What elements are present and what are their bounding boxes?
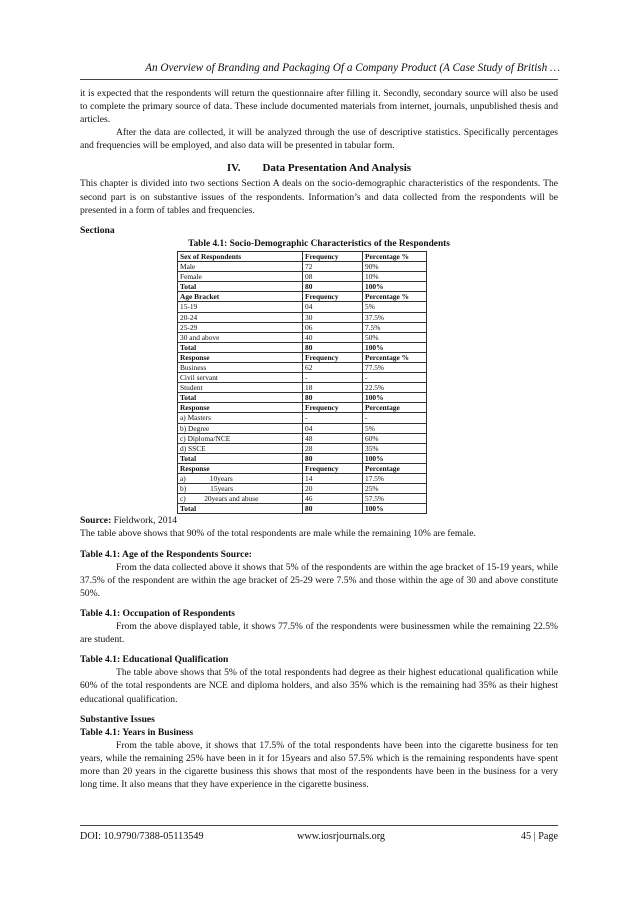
footer-journal-url[interactable]: www.iosrjournals.org xyxy=(297,831,386,842)
table-cell: 5% xyxy=(363,423,427,433)
table-cell: 30 xyxy=(303,312,363,322)
table-cell: - xyxy=(363,373,427,383)
table-cell: 57.5% xyxy=(363,494,427,504)
table-cell: Business xyxy=(178,362,303,372)
table-row xyxy=(178,463,427,473)
table-row xyxy=(178,251,427,261)
table-cell: Frequency xyxy=(303,251,363,261)
table-row xyxy=(178,484,427,494)
table-cell: Frequency xyxy=(303,292,363,302)
table-cell: 100% xyxy=(363,342,427,352)
table-row xyxy=(178,322,427,332)
footer-rule xyxy=(80,825,558,826)
table-cell: Response xyxy=(178,403,303,413)
table-cell: 30 and above xyxy=(178,332,303,342)
table-cell: Frequency xyxy=(303,463,363,473)
table-summary-paragraph: The table above shows that 90% of the total respondents are male while the remaining 10% are female. xyxy=(80,528,476,540)
footer-page-number: 45 | Page xyxy=(520,831,558,842)
table-cell: 62 xyxy=(303,362,363,372)
table-cell: 08 xyxy=(303,272,363,282)
table-cell: 80 xyxy=(303,504,363,514)
page-body xyxy=(80,87,558,791)
table-row xyxy=(178,312,427,322)
table-cell: - xyxy=(303,373,363,383)
table-cell: Total xyxy=(178,342,303,352)
table-cell: 72 xyxy=(303,262,363,272)
table-cell: 35% xyxy=(363,443,427,453)
occupation-paragraph: From the above displayed table, it shows 77.5% of the respondents were businessmen while the remaining 22.5% are student. xyxy=(80,621,558,646)
table-cell: Male xyxy=(178,262,303,272)
table-source-line xyxy=(80,514,558,527)
table-cell: 25-29 xyxy=(178,322,303,332)
table-cell: Total xyxy=(178,282,303,292)
table-cell: 04 xyxy=(303,423,363,433)
table-cell: Percentage % xyxy=(363,352,427,362)
table-row xyxy=(178,474,427,484)
table-cell: 40 xyxy=(303,332,363,342)
table-row xyxy=(178,362,427,372)
section-intro-paragraph: This chapter is divided into two sections Section A deals on the socio-demographic characteristics of the respondents. The second part is on substantive issues of the respondents. Information’s and data collected from the respondents will be presented in a form of tables and frequencies. xyxy=(80,178,558,216)
table-cell: 15-19 xyxy=(178,302,303,312)
table-row xyxy=(178,282,427,292)
table-cell: 80 xyxy=(303,393,363,403)
table-cell: 46 xyxy=(303,494,363,504)
table-row xyxy=(178,393,427,403)
table-cell: c) 20years and abuse xyxy=(178,494,303,504)
table-cell: Percentage % xyxy=(363,292,427,302)
intro-paragraph-2: After the data are collected, it will be analyzed through the use of descriptive statistics. Specifically percentages and frequencies will be employed, and also data will be presented in tabular form. xyxy=(80,127,558,152)
table-cell: d) SSCE xyxy=(178,443,303,453)
table-cell: b) Degree xyxy=(178,423,303,433)
table-cell: Age Bracket xyxy=(178,292,303,302)
table-cell: Total xyxy=(178,453,303,463)
table-cell: b) 15years xyxy=(178,484,303,494)
table-cell: 22.5% xyxy=(363,383,427,393)
table-cell: 10% xyxy=(363,272,427,282)
table-cell: 5% xyxy=(363,302,427,312)
running-header-title: An Overview of Branding and Packaging Of a Company Product (A Case Study of British … xyxy=(145,62,560,74)
table-cell: 7.5% xyxy=(363,322,427,332)
table-cell: 80 xyxy=(303,342,363,352)
table-cell: 18 xyxy=(303,383,363,393)
table-row xyxy=(178,443,427,453)
substantive-heading: Substantive Issues xyxy=(80,713,155,725)
table-row xyxy=(178,292,427,302)
section-heading: IV. Data Presentation And Analysis xyxy=(226,162,412,175)
table-cell: 06 xyxy=(303,322,363,332)
table-row xyxy=(178,504,427,514)
demographics-table xyxy=(177,251,427,514)
table-cell: 100% xyxy=(363,504,427,514)
table-cell: Total xyxy=(178,504,303,514)
table-row xyxy=(178,373,427,383)
source-text: Fieldwork, 2014 xyxy=(111,515,178,527)
table-row xyxy=(178,433,427,443)
table-cell: 28 xyxy=(303,443,363,453)
table-row xyxy=(178,332,427,342)
occupation-heading: Table 4.1: Occupation of Respondents xyxy=(80,607,236,619)
table-row xyxy=(178,423,427,433)
education-paragraph: The table above shows that 5% of the total respondents had degree as their highest educational qualification while 60% of the total respondents are NCE and diploma holders, and also 35% which is the remaining had 35% as their highest educational qualification. xyxy=(80,667,558,705)
table-cell: Percentage xyxy=(363,403,427,413)
table-cell: 20-24 xyxy=(178,312,303,322)
source-label: Source: xyxy=(80,515,112,527)
table-cell: a) Masters xyxy=(178,413,303,423)
table-cell: 80 xyxy=(303,282,363,292)
table-cell: 60% xyxy=(363,433,427,443)
demographics-table-body xyxy=(178,251,427,513)
table-row xyxy=(178,413,427,423)
table-cell: 50% xyxy=(363,332,427,342)
table-row xyxy=(178,494,427,504)
table-cell: Percentage % xyxy=(363,251,427,261)
years-in-business-heading: Table 4.1: Years in Business xyxy=(80,726,194,738)
table-row xyxy=(178,302,427,312)
table-cell: 100% xyxy=(363,393,427,403)
table-caption: Table 4.1: Socio-Demographic Characteristics of the Respondents xyxy=(188,238,450,249)
footer-doi: DOI: 10.9790/7388-05113549 xyxy=(80,831,204,842)
table-cell: Civil servant xyxy=(178,373,303,383)
table-row xyxy=(178,262,427,272)
table-cell: Student xyxy=(178,383,303,393)
table-row xyxy=(178,342,427,352)
table-row xyxy=(178,383,427,393)
table-cell: Percentage xyxy=(363,463,427,473)
table-cell: 17.5% xyxy=(363,474,427,484)
table-cell: - xyxy=(303,413,363,423)
years-in-business-paragraph: From the table above, it shows that 17.5% of the total respondents have been into the cigarette business for ten years, while the remaining 25% have been in it for 15years and also 57.5% which is the remaining respondents have spent more than 20 years in the cigarette business this shows that most of the respondents have been in the business for a very long time. It also means that they have experience in the cigarette business. xyxy=(80,739,558,791)
table-cell: 25% xyxy=(363,484,427,494)
table-cell: a) 10years xyxy=(178,474,303,484)
table-cell: Frequency xyxy=(303,352,363,362)
table-row xyxy=(178,403,427,413)
intro-paragraph-1: it is expected that the respondents will return the questionnaire after filling it. Secondly, secondary source will also be used to complete the primary source of data. These include documented materials from internet, journals, unpublished thesis and articles. xyxy=(80,88,558,126)
table-cell: Frequency xyxy=(303,403,363,413)
table-cell: Female xyxy=(178,272,303,282)
table-cell: 80 xyxy=(303,453,363,463)
education-heading: Table 4.1: Educational Qualification xyxy=(80,654,229,666)
table-cell: 90% xyxy=(363,262,427,272)
table-cell: Response xyxy=(178,352,303,362)
table-cell: c) Diploma/NCE xyxy=(178,433,303,443)
table-row xyxy=(178,352,427,362)
table-cell: 100% xyxy=(363,453,427,463)
table-cell: 04 xyxy=(303,302,363,312)
age-paragraph: From the data collected above it shows that 5% of the respondents are within the age bracket of 15-19 years, while 37.5% of the respondent are within the age bracket of 25-29 were 7.5% and those within the age of 30 and above constitute 50%. xyxy=(80,561,558,599)
table-cell: 48 xyxy=(303,433,363,443)
table-row xyxy=(178,453,427,463)
table-cell: 100% xyxy=(363,282,427,292)
table-cell: Total xyxy=(178,393,303,403)
age-heading: Table 4.1: Age of the Respondents Source: xyxy=(80,548,252,560)
table-cell: Sex of Respondents xyxy=(178,251,303,261)
table-cell: Response xyxy=(178,463,303,473)
table-cell: 14 xyxy=(303,474,363,484)
header-rule xyxy=(80,79,558,80)
table-cell: 20 xyxy=(303,484,363,494)
section-subheading: Sectiona xyxy=(80,224,115,236)
table-row xyxy=(178,272,427,282)
table-cell: 77.5% xyxy=(363,362,427,372)
table-cell: 37.5% xyxy=(363,312,427,322)
table-cell: - xyxy=(363,413,427,423)
